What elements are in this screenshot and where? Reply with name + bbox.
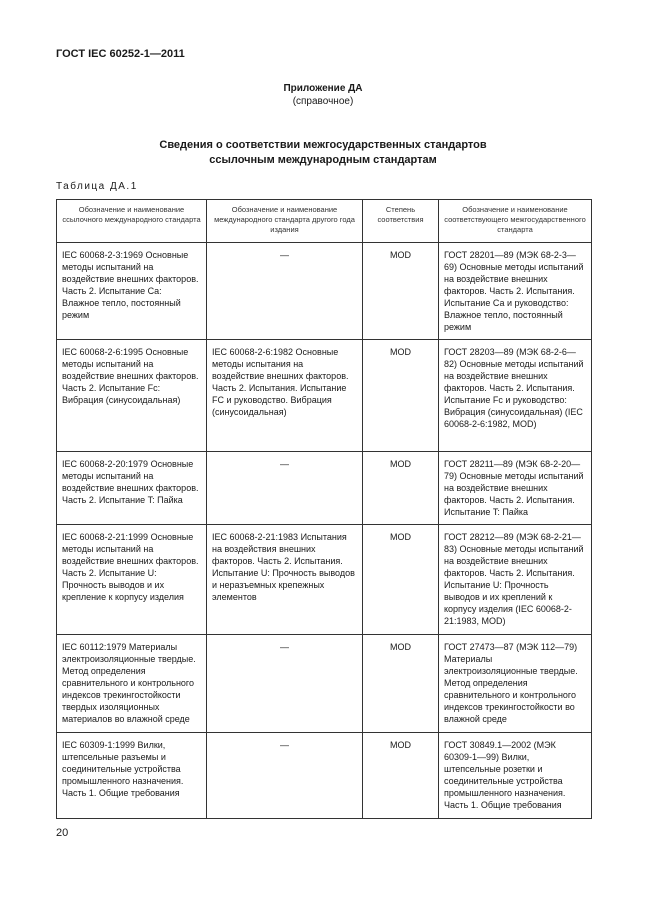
header-degree: Степень соответствия — [363, 200, 439, 243]
cell-other-edition: IEC 60068-2-21:1983 Испытания на воздействия внешних факторов. Часть 2. Испытания. Испытание U: Прочность выводов и неразъемных крепежных элементов — [207, 525, 363, 635]
table-row — [57, 243, 592, 340]
cell-degree: MOD — [363, 243, 439, 340]
cell-degree: MOD — [363, 525, 439, 635]
document-header: ГОСТ IEC 60252-1—2011 — [56, 48, 185, 60]
cell-gost-standard: ГОСТ 27473—87 (МЭК 112—79) Материалы электроизоляционные твердые. Метод определения сравнительного и контрольного индексов трекингостойкости во влажной среде — [439, 635, 592, 733]
section-title-line-1: Сведения о соответствии межгосударственных стандартов — [159, 139, 487, 151]
cell-ref-standard: IEC 60068-2-20:1979 Основные методы испытаний на воздействие внешних факторов. Часть 2. Испытание T: Пайка — [57, 452, 207, 525]
header-other-edition: Обозначение и наименование международного стандарта другого года издания — [207, 200, 363, 243]
section-title-line-2: ссылочным международным стандартам — [209, 154, 437, 166]
cell-other-edition: IEC 60068-2-6:1982 Основные методы испытания на воздействие внешних факторов. Часть 2. Испытания. Испытание FC и руководство. Вибрация (синусоидальная) — [207, 340, 363, 452]
cell-degree: MOD — [363, 635, 439, 733]
cell-degree: MOD — [363, 340, 439, 452]
cell-other-edition: — — [207, 243, 363, 340]
cell-other-edition: — — [207, 452, 363, 525]
table-row — [57, 452, 592, 525]
cell-gost-standard: ГОСТ 28212—89 (МЭК 68-2-21—83) Основные методы испытаний на воздействие внешних факторов. Часть 2. Испытания. Испытание U: Прочность выводов и их креплений к корпусу изделия (IEC 60068-2-21:1983, MOD) — [439, 525, 592, 635]
page-number: 20 — [56, 827, 69, 839]
table-row — [57, 733, 592, 819]
table-caption: Таблица ДА.1 — [56, 181, 138, 192]
table-row — [57, 525, 592, 635]
cell-degree: MOD — [363, 452, 439, 525]
cell-other-edition: — — [207, 635, 363, 733]
cell-ref-standard: IEC 60309-1:1999 Вилки, штепсельные разъемы и соединительные устройства промышленного назначения. Часть 1. Общие требования — [57, 733, 207, 819]
section-title — [0, 138, 646, 168]
appendix-subtitle: (справочное) — [292, 96, 354, 107]
cell-ref-standard: IEC 60068-2-3:1969 Основные методы испытаний на воздействие внешних факторов. Часть 2. Испытание Ca: Влажное тепло, постоянный режим — [57, 243, 207, 340]
cell-gost-standard: ГОСТ 28211—89 (МЭК 68-2-20—79) Основные методы испытаний на воздействие внешних факторов. Часть 2. Испытания. Испытание T: Пайка — [439, 452, 592, 525]
table-header-row — [57, 200, 592, 243]
cell-gost-standard: ГОСТ 28203—89 (МЭК 68-2-6—82) Основные методы испытаний на воздействие внешних факторов. Часть 2. Испытания. Испытание Fc и руководство: Вибрация (синусоидальная) (IEC 60068-2-6:1982, MOD) — [439, 340, 592, 452]
appendix-heading — [0, 82, 646, 108]
cell-degree: MOD — [363, 733, 439, 819]
cell-gost-standard: ГОСТ 28201—89 (МЭК 68-2-3—69) Основные методы испытаний на воздействие внешних факторов. Часть 2. Испытания. Испытание Са и руководство: Влажное тепло, постоянный режим — [439, 243, 592, 340]
appendix-title: Приложение ДА — [283, 83, 363, 94]
cell-ref-standard: IEC 60068-2-21:1999 Основные методы испытаний на воздействие внешних факторов. Часть 2. Испытание U: Прочность выводов и их крепление к корпусу изделия — [57, 525, 207, 635]
cell-gost-standard: ГОСТ 30849.1—2002 (МЭК 60309-1—99) Вилки, штепсельные розетки и соединительные устройства промышленного назначения. Часть 1. Общие требования — [439, 733, 592, 819]
header-gost-standard: Обозначение и наименование соответствующего межгосударственного стандарта — [439, 200, 592, 243]
header-ref-standard: Обозначение и наименование ссылочного международного стандарта — [57, 200, 207, 243]
cell-ref-standard: IEC 60068-2-6:1995 Основные методы испытаний на воздействие внешних факторов. Часть 2. Испытание Fc: Вибрация (синусоидальная) — [57, 340, 207, 452]
table-row — [57, 340, 592, 452]
cell-other-edition: — — [207, 733, 363, 819]
correspondence-table — [56, 199, 592, 819]
cell-ref-standard: IEC 60112:1979 Материалы электроизоляционные твердые. Метод определения сравнительного и контрольного индексов трекингостойкости твердых изоляционных материалов во влажной среде — [57, 635, 207, 733]
table-row — [57, 635, 592, 733]
